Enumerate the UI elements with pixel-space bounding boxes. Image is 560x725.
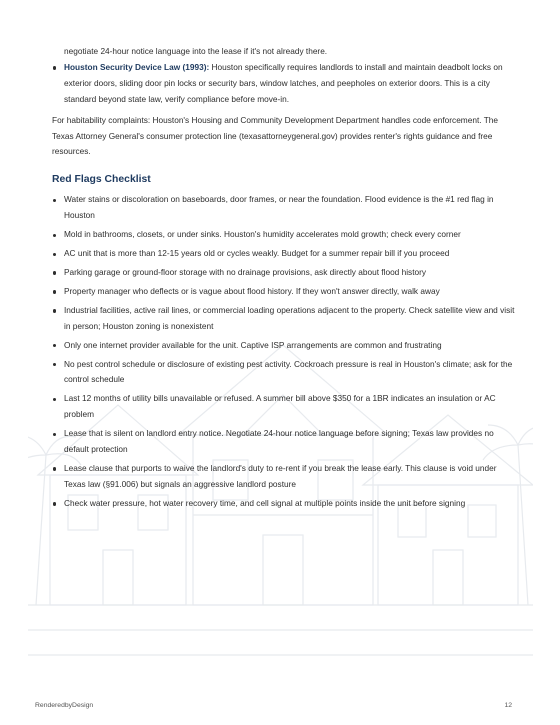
list-item: Mold in bathrooms, closets, or under sinks. Houston's humidity accelerates mold growth; check every corner xyxy=(52,227,517,243)
list-item: Industrial facilities, active rail lines, or commercial loading operations adjacent to the property. Check satellite view and visit in person; Houston zoning is nonexistent xyxy=(52,303,517,335)
list-item: AC unit that is more than 12-15 years old or cycles weakly. Budget for a summer repair bill if you proceed xyxy=(52,246,517,262)
law-list xyxy=(52,60,517,108)
list-item: Parking garage or ground-floor storage with no drainage provisions, ask directly about flood history xyxy=(52,265,517,281)
law-text: Houston specifically requires landlords to install and maintain deadbolt locks on exterior doors, sliding door pin locks or security bars, window latches, and peepholes on exterior doors. This is a city standard beyond state law, verify compliance before move-in. xyxy=(64,61,503,104)
list-item: Property manager who deflects or is vague about flood history. If they won't answer directly, walk away xyxy=(52,284,517,300)
list-item: Last 12 months of utility bills unavailable or refused. A summer bill above $350 for a 1BR indicates an insulation or AC problem xyxy=(52,391,517,423)
list-item: Only one internet provider available for the unit. Captive ISP arrangements are common and frustrating xyxy=(52,338,517,354)
continued-text: negotiate 24-hour notice language into the lease if it's not already there. xyxy=(64,46,328,56)
law-title: Houston Security Device Law (1993): xyxy=(64,61,210,72)
list-item: Check water pressure, hot water recovery time, and cell signal at multiple points inside the unit before signing xyxy=(52,496,517,512)
footer-brand: RenderedbyDesign xyxy=(35,702,94,709)
red-flags-heading: Red Flags Checklist xyxy=(52,174,151,186)
list-item: Lease clause that purports to waive the landlord's duty to re-rent if you break the lease early. This clause is void under Texas law (§91.006) but signals an aggressive landlord posture xyxy=(52,461,517,493)
list-item: Water stains or discoloration on baseboards, door frames, or near the foundation. Flood evidence is the #1 red flag in Houston xyxy=(52,192,517,224)
red-flags-list xyxy=(52,192,517,511)
habitability-paragraph: For habitability complaints: Houston's Housing and Community Development Department handles code enforcement. The Texas Attorney General's consumer protection line (texasattorneygeneral.gov) provides renter's rights guidance and free resources. xyxy=(52,114,499,157)
page-content xyxy=(52,44,517,515)
law-item xyxy=(52,60,517,108)
page-number: 12 xyxy=(504,702,512,709)
list-item: Lease that is silent on landlord entry notice. Negotiate 24-hour notice language before signing; Texas law provides no default protection xyxy=(52,426,517,458)
list-item: No pest control schedule or disclosure of existing pest activity. Cockroach pressure is real in Houston's climate; ask for the control schedule xyxy=(52,357,517,389)
page-footer xyxy=(35,702,512,709)
